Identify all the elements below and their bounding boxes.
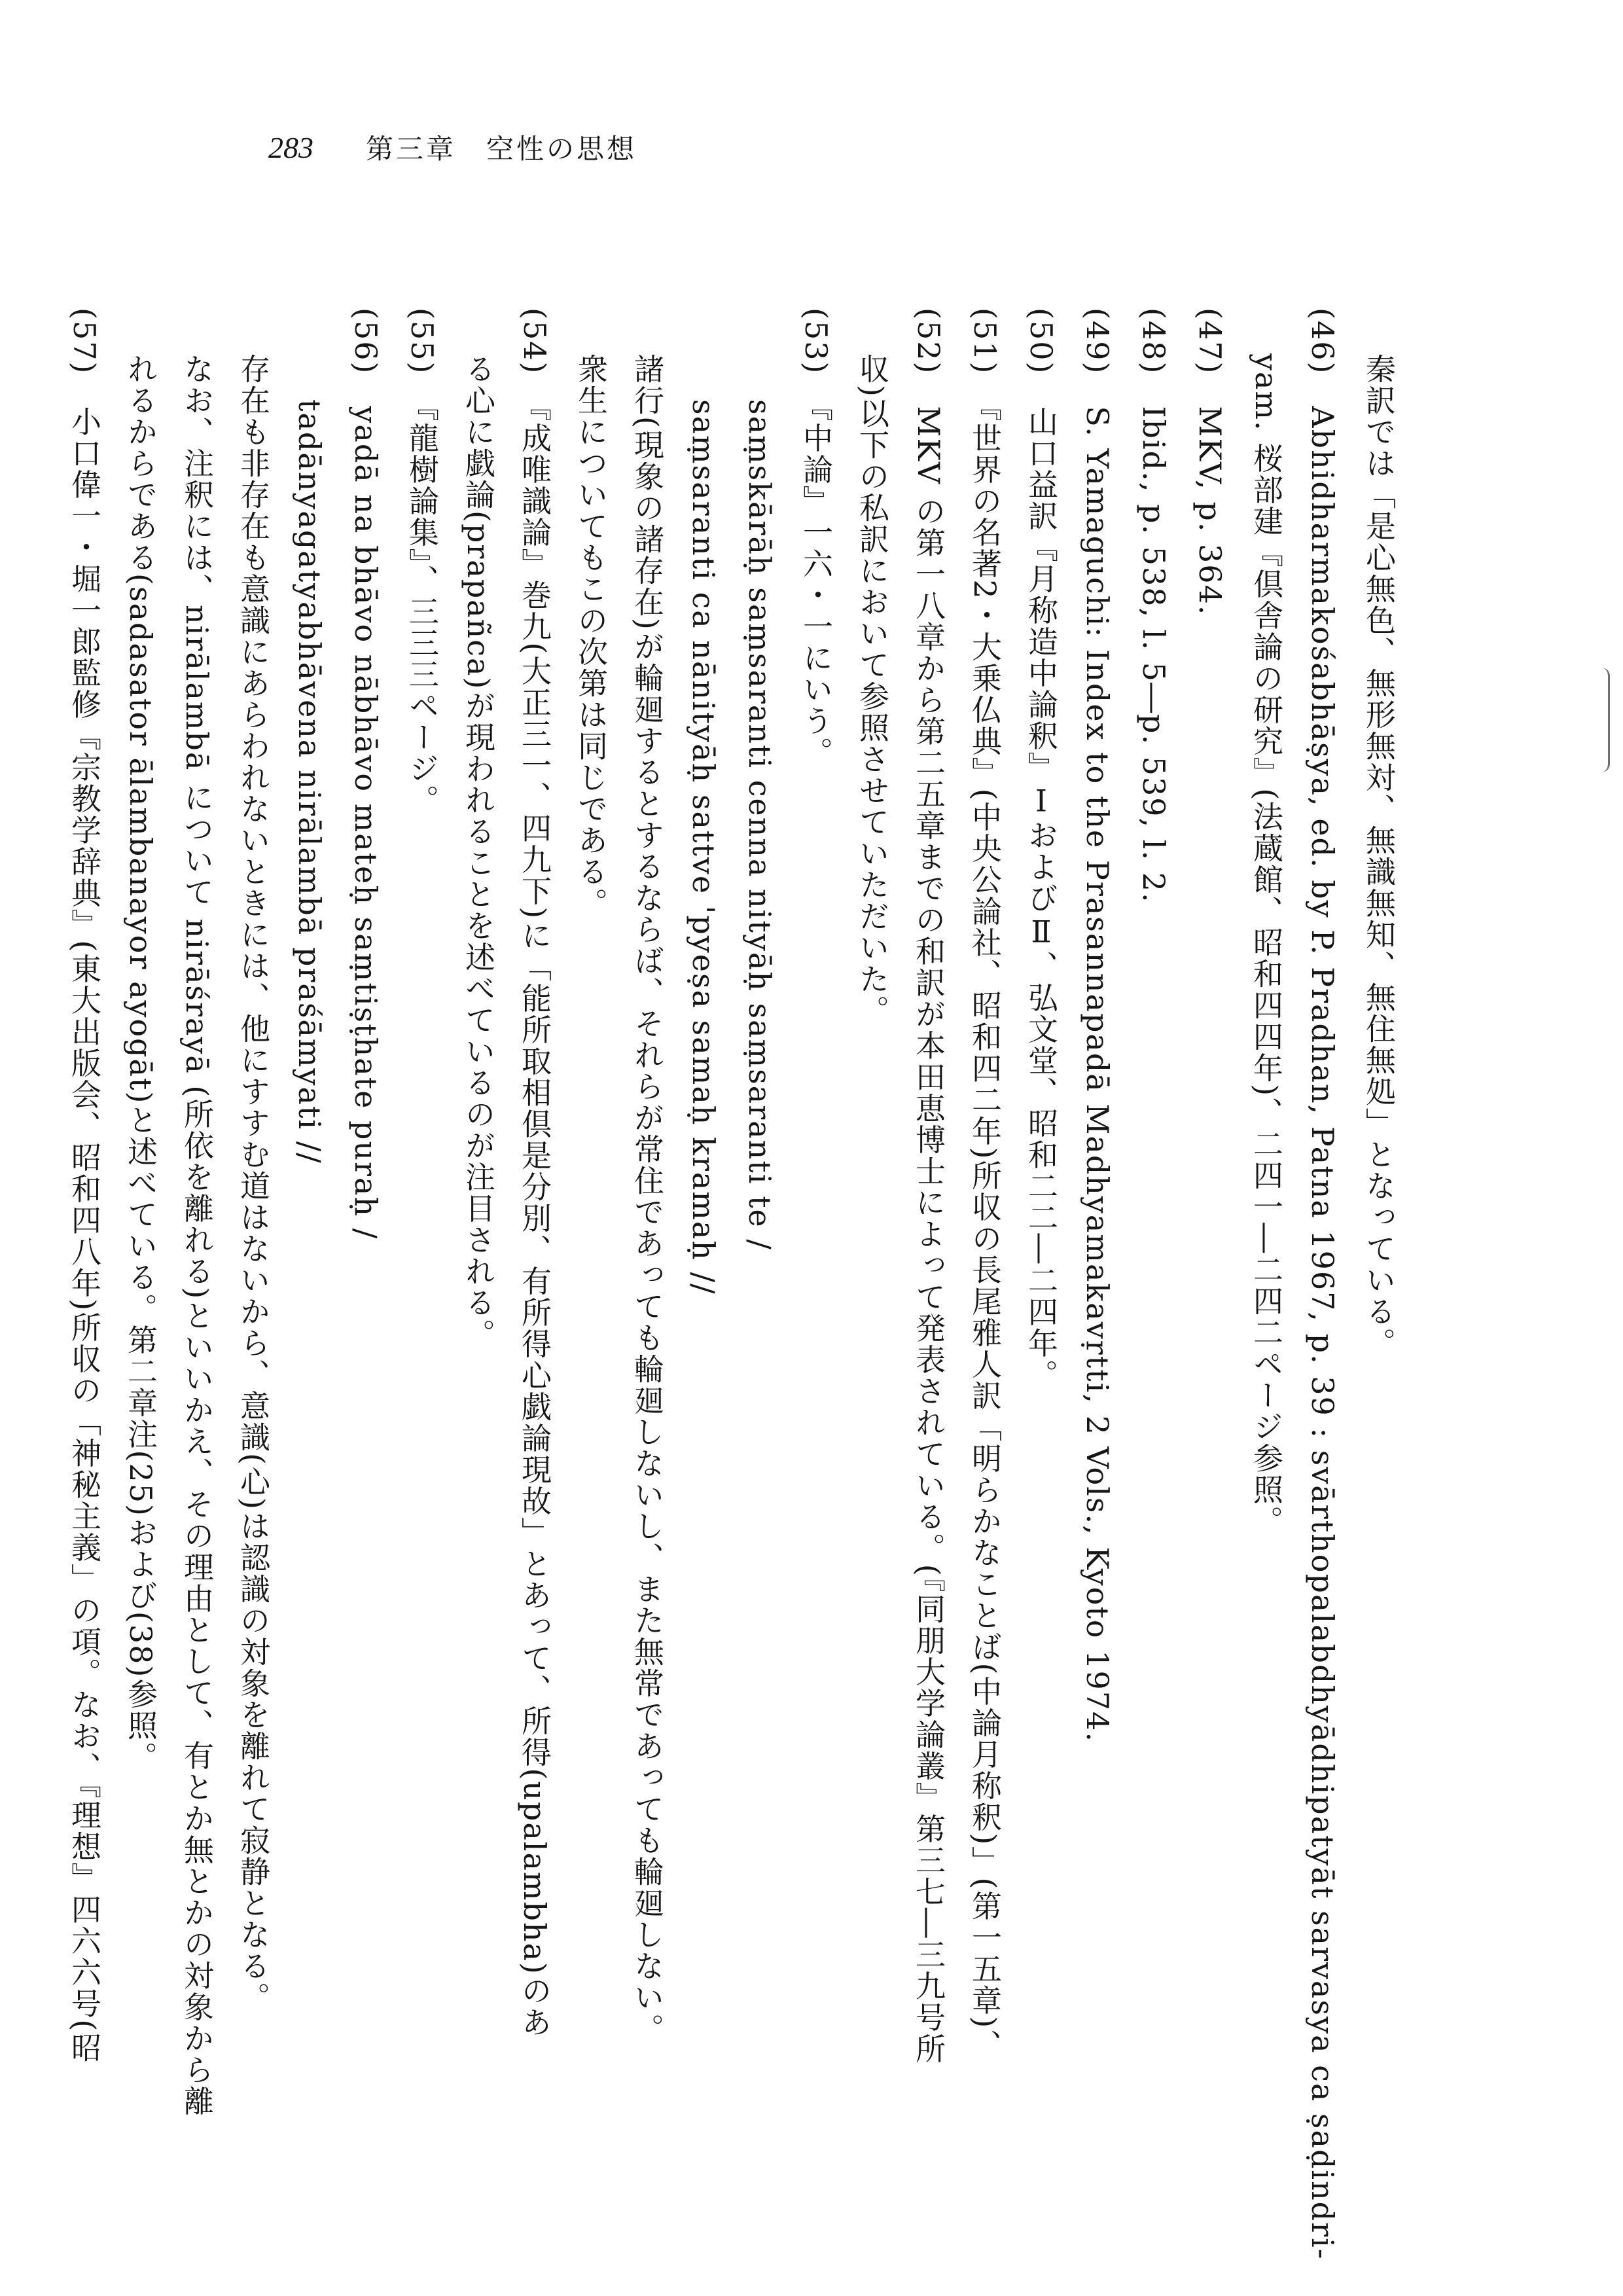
note-line: (57) 小口偉一・堀一郎監修『宗教学辞典』(東大出版会、昭和四八年)所収の「神秘主義」の項。なお、『理想』四六六号(昭: [67, 308, 102, 2064]
note-line: 諸行(現象の諸存在)が輪廻するとするならば、それらが常住であっても輪廻しないし、また無常であっても輪廻しない。: [630, 353, 665, 2045]
note-line: 収)以下の私訳において参照させていただいた。: [855, 353, 890, 1026]
note-line: saṃskārāḥ saṃsaranti cenna nityāḥ saṃsaranti te /: [742, 399, 777, 1251]
note-line: (55) 『龍樹論集』、三三三ページ。: [404, 308, 440, 816]
note-line: れるからである(sadasator ālambanayor ayogāt)と述べている。第二章注(25)および(38)参照。: [123, 353, 158, 1773]
note-line: (46) Abhidharmakośabhāṣya, ed. by P. Pradhan, Patna 1967, p. 39 : svārthopalabdhyādhipatyāt sarvasya ca ṣaḍindri-: [1305, 308, 1340, 2261]
note-line: 衆生についてもこの次第は同じである。: [573, 353, 609, 919]
page-header: [268, 118, 637, 177]
binding-edge-mark: [1601, 668, 1610, 772]
note-line: (52) MKV の第一八章から第二五章までの和訳が本田恵博士によって発表されている。(『同朋大学論叢』第三七―三九号所: [911, 308, 946, 2065]
note-line: 秦訳では「是心無色、無形無対、無識無知、無住無処」となっている。: [1361, 353, 1397, 1359]
note-line: (49) S. Yamaguchi: Index to the Prasannapadā Madhyamakavṛtti, 2 Vols., Kyoto 1974.: [1080, 308, 1115, 1743]
note-line: る心に戯論(prapañca)が現われることを述べているのが注目される。: [461, 353, 496, 1350]
footnotes-body: [67, 308, 1407, 2261]
note-line: (48) Ibid., p. 538, l. 5―p. 539, l. 2.: [1136, 308, 1171, 904]
note-line: tadānyagatyabhāvena nirālambā praśāmyati //: [292, 399, 327, 1164]
note-line: saṃsaranti ca nānityāḥ sattve 'pyeṣa samaḥ kramaḥ //: [686, 399, 721, 1295]
note-line: (56) yadā na bhāvo nābhāvo mateḥ saṃtiṣṭhate puraḥ /: [348, 308, 383, 1240]
note-line: (53) 『中論』一六・一にいう。: [798, 308, 834, 768]
page-number: 283: [268, 130, 313, 164]
note-line: (47) MKV, p. 364.: [1192, 308, 1228, 617]
note-line: なお、注釈には、nirālambā について nirāśrayā (所依を離れる)といいかえ、その理由として、有とか無とかの対象から離: [179, 353, 215, 2117]
note-line: yam. 桜部建『倶舎論の研究』(法蔵館、昭和四四年)、二四一―二四二ページ参照。: [1249, 353, 1284, 1537]
note-line: (51) 『世界の名著2・大乗仏典』(中央公論社、昭和四二年)所収の長尾雅人訳「明らかなことば(中論月称釈)」(第一五章)、: [967, 308, 1003, 2061]
note-line: (54) 『成唯識論』巻九(大正三一、四九下)に「能所取相倶是分別、有所得心戯論現故」とあって、所得(upalambha)のあ: [517, 308, 552, 2038]
note-line: (50) 山口益訳『月称造中論釈』ⅠおよびⅡ、弘文堂、昭和二二―二四年。: [1024, 308, 1059, 1391]
running-title: 第三章 空性の思想: [366, 133, 637, 165]
note-line: 存在も非存在も意識にあらわれないときには、他にすすむ道はないから、意識(心)は認識の対象を離れて寂静となる。: [236, 353, 271, 2013]
